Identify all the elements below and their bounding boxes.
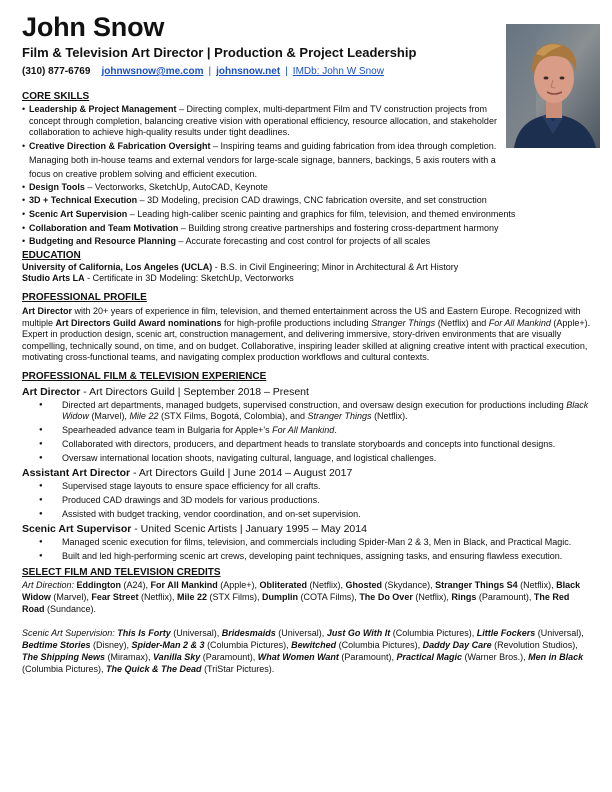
role-title: Assistant Art Director bbox=[22, 466, 131, 479]
resume-body bbox=[22, 90, 594, 675]
role-meta: - United Scenic Artists | January 1995 – May 2014 bbox=[131, 522, 367, 535]
role-title: Art Director bbox=[22, 385, 81, 398]
skill-title: 3D + Technical Execution bbox=[29, 195, 138, 206]
credit-studio: (Netflix), bbox=[517, 579, 557, 590]
skill-item bbox=[22, 195, 594, 207]
profile-text: (Apple+). bbox=[550, 317, 591, 328]
profile-section bbox=[22, 291, 594, 364]
credit-title: Bewitched bbox=[291, 639, 337, 650]
profile-paragraph: Expert in production design, scenic art, construction management, and delivering immersive, story-driven environments that are visually compelling, technically sound, on time, and on budget. Collaborative, inspiring leader skilled at aligning creative intent with practical execution, motivating cross-functional teams, and navigating complex production workflows and cultural contexts. bbox=[22, 329, 588, 363]
resume-name: John Snow bbox=[22, 12, 165, 42]
skill-title: Collaboration and Team Motivation bbox=[29, 222, 179, 233]
skill-text: – Building strong creative partnerships and fostering cross-department harmony bbox=[178, 222, 499, 233]
credit-title: Rings bbox=[451, 592, 477, 603]
credit-title: The Shipping News bbox=[22, 651, 106, 662]
credit-studio: (Paramount), bbox=[338, 651, 397, 662]
degree-detail: - Certificate in 3D Modeling: SketchUp, Vectorworks bbox=[84, 273, 294, 284]
skill-title: Budgeting and Resource Planning bbox=[29, 236, 177, 247]
profile-paragraph bbox=[22, 306, 594, 329]
role-title: Scenic Art Supervisor bbox=[22, 522, 132, 535]
credit-studio: (STX Films), bbox=[206, 592, 262, 603]
role-bullet: ● Managed scenic execution for films, television, and commercials including Spider-Man 2 & 3, Men in Black, and Practical Magic. bbox=[22, 537, 594, 548]
section-heading-profile: PROFESSIONAL PROFILE bbox=[22, 291, 147, 303]
skill-title: Leadership & Project Management bbox=[29, 104, 177, 114]
credit-title: Ghosted bbox=[345, 579, 383, 590]
role-bullet: ● Oversaw international location shoots, navigating cultural, language, and logistical challenges. bbox=[22, 453, 594, 464]
credit-title: The Quick & The Dead bbox=[106, 664, 202, 675]
credit-studio: (Apple+), bbox=[217, 579, 260, 590]
credits-label: Scenic Art Supervision: bbox=[22, 627, 115, 638]
credit-studio: (Miramax), bbox=[105, 651, 154, 662]
credit-title: This Is Forty bbox=[117, 627, 171, 638]
skill-text: – Leading high-caliber scenic painting and graphics for film, television, and themed environments bbox=[127, 208, 516, 219]
credit-title: Little Fockers bbox=[476, 627, 536, 638]
skill-item bbox=[22, 182, 594, 194]
core-skills-section bbox=[22, 90, 594, 248]
skill-title: Scenic Art Supervision bbox=[29, 208, 128, 219]
credit-studio: (TriStar Pictures). bbox=[201, 664, 275, 675]
skill-item bbox=[22, 104, 500, 139]
credit-title: For All Mankind bbox=[150, 579, 218, 590]
skill-item bbox=[22, 209, 594, 221]
credit-studio: (Paramount), bbox=[476, 592, 534, 603]
role-header bbox=[22, 523, 594, 536]
section-heading-experience: PROFESSIONAL FILM & TELEVISION EXPERIENCE bbox=[22, 370, 267, 382]
resume-tagline: Film & Television Art Director | Production & Project Leadership bbox=[22, 45, 417, 60]
role-bullet: ● Directed art departments, managed budgets, supervised construction, and oversaw design execution for productions including Black Widow (Marvel), Mile 22 (STX Films, Bogotá, Colombia), and Stranger Things (Netflix). bbox=[22, 400, 594, 422]
skill-title: Design Tools bbox=[29, 181, 85, 192]
role-meta: - Art Directors Guild | September 2018 – Present bbox=[80, 385, 309, 398]
role-meta: - Art Directors Guild | June 2014 – August 2017 bbox=[130, 466, 353, 479]
credit-studio: (Skydance), bbox=[382, 579, 436, 590]
credit-title: Mile 22 bbox=[176, 592, 207, 603]
profile-lead: Art Director bbox=[22, 305, 73, 316]
credit-title: Eddington bbox=[76, 579, 122, 590]
credit-title: Bedtime Stories bbox=[22, 639, 91, 650]
skills-list bbox=[22, 104, 594, 248]
credit-studio: (Paramount), bbox=[200, 651, 258, 662]
skill-text: – 3D Modeling, precision CAD drawings, CNC fabrication oversite, and set construction bbox=[137, 195, 487, 206]
credit-title: Bridesmaids bbox=[221, 627, 276, 638]
credit-title: Vanilla Sky bbox=[153, 651, 201, 662]
skill-item bbox=[22, 236, 594, 248]
credit-studio: (Columbia Pictures), bbox=[22, 664, 107, 675]
role-bullet: ● Produced CAD drawings and 3D models for various productions. bbox=[22, 495, 594, 506]
skill-title: Creative Direction & Fabrication Oversight bbox=[29, 141, 211, 152]
email-link[interactable]: johnwsnow@me.com bbox=[101, 66, 204, 77]
credit-studio: (Columbia Pictures), bbox=[204, 639, 292, 650]
skill-item bbox=[22, 139, 500, 181]
credit-title: Stranger Things S4 bbox=[435, 579, 518, 590]
profile-show: For All Mankind bbox=[488, 317, 551, 328]
credit-studio: (Columbia Pictures), bbox=[336, 639, 423, 650]
credit-title: Just Go With It bbox=[326, 627, 391, 638]
section-heading-core-skills: CORE SKILLS bbox=[22, 91, 90, 102]
credit-title: Black Widow bbox=[22, 579, 581, 603]
credit-title: What Women Want bbox=[257, 651, 339, 662]
credit-studio: (Universal), bbox=[170, 627, 222, 638]
phone-number: (310) 877-6769 bbox=[22, 66, 91, 77]
skill-text: – Inspiring teams and guiding fabrication from idea through completion. Managing both in-house teams and external vendors for large-scale signage, banners, backings, 5 axis routers with a focus on creative problem solving and efficient execution. bbox=[29, 141, 497, 180]
website-link[interactable]: johnsnow.net bbox=[216, 66, 281, 77]
role-bullets bbox=[22, 400, 594, 464]
role-bullet: ● Collaborated with directors, producers, and department heads to translate storyboards and concepts into functional designs. bbox=[22, 439, 594, 450]
school-name: University of California, Los Angeles (UCLA) bbox=[22, 261, 213, 272]
skill-text: – Accurate forecasting and cost control for projects of all scales bbox=[176, 236, 431, 247]
profile-show: Stranger Things bbox=[371, 317, 436, 328]
credit-studio: (Universal), bbox=[535, 627, 584, 638]
profile-text: for high-profile productions including bbox=[221, 317, 372, 328]
credit-studio: (Revolution Studios), bbox=[491, 639, 578, 650]
credit-title: Daddy Day Care bbox=[422, 639, 492, 650]
profile-text: with 20+ years of experience in film, television, and themed entertainment across the US and Eastern Europe. Recognized with multiple bbox=[22, 305, 581, 328]
profile-text: (Netflix) and bbox=[435, 317, 489, 328]
credit-studio: (Marvel), bbox=[50, 592, 92, 603]
credit-title: The Red Road bbox=[22, 592, 570, 615]
credit-title: Men in Black bbox=[528, 651, 584, 662]
credits-section bbox=[22, 566, 594, 675]
credit-title: Fear Street bbox=[91, 592, 139, 603]
profile-award: Art Directors Guild Award nominations bbox=[55, 317, 222, 328]
credits-label: Art Direction: bbox=[22, 579, 75, 590]
contact-line bbox=[22, 66, 384, 77]
school-name: Studio Arts LA bbox=[22, 273, 85, 284]
skill-text: – Directing complex, multi-department Film and TV construction projects from concept through completion, balancing creative vision with operational efficiency, resource allocation, and stakeholder collaboration to achieve high-quality results under tight deadlines. bbox=[29, 104, 497, 138]
credit-studio: (Netflix), bbox=[307, 579, 346, 590]
section-heading-credits: SELECT FILM AND TELEVISION CREDITS bbox=[22, 566, 221, 578]
role-bullet: ● Assisted with budget tracking, vendor coordination, and on-set supervision. bbox=[22, 509, 594, 520]
contact-separator: | bbox=[285, 66, 288, 77]
art-direction-credits bbox=[22, 579, 594, 616]
education-entry bbox=[22, 273, 594, 285]
role-header bbox=[22, 386, 594, 399]
credit-studio: (Sundance). bbox=[44, 604, 97, 615]
credit-title: The Do Over bbox=[359, 592, 413, 603]
role-bullets bbox=[22, 481, 594, 520]
credit-studio: (Warner Bros.), bbox=[461, 651, 529, 662]
credit-title: Spider-Man 2 & 3 bbox=[131, 639, 205, 650]
education-entry bbox=[22, 262, 594, 274]
credit-studio: (Universal), bbox=[275, 627, 327, 638]
credit-studio: (A24), bbox=[121, 579, 151, 590]
scenic-art-credits bbox=[22, 627, 594, 676]
role-bullets bbox=[22, 537, 594, 562]
role-bullet: ● Built and led high-performing scenic art crews, developing paint techniques, assigning tasks, and ensuring flawless execution. bbox=[22, 551, 594, 562]
credit-title: Dumplin bbox=[261, 592, 298, 603]
education-section bbox=[22, 249, 594, 285]
section-heading-education: EDUCATION bbox=[22, 249, 81, 261]
credit-studio: (Netflix), bbox=[138, 592, 177, 603]
role-bullet: ● Supervised stage layouts to ensure space efficiency for all crafts. bbox=[22, 481, 594, 492]
experience-section bbox=[22, 370, 594, 562]
role-bullet: ● Spearheaded advance team in Bulgaria for Apple+'s For All Mankind. bbox=[22, 425, 594, 436]
degree-detail: - B.S. in Civil Engineering; Minor in Architectural & Art History bbox=[212, 261, 459, 272]
credit-title: Practical Magic bbox=[396, 651, 462, 662]
credit-studio: (Netflix), bbox=[412, 592, 452, 603]
credit-studio: (Columbia Pictures), bbox=[390, 627, 477, 638]
role-header bbox=[22, 467, 594, 480]
credit-studio: (COTA Films), bbox=[297, 592, 360, 603]
contact-separator: | bbox=[208, 66, 212, 77]
skill-text: – Vectorworks, SketchUp, AutoCAD, Keynote bbox=[84, 181, 268, 192]
imdb-link[interactable]: IMDb: John W Snow bbox=[292, 66, 384, 77]
skill-item bbox=[22, 223, 594, 235]
credit-studio: (Disney), bbox=[90, 639, 132, 650]
credit-title: Obliterated bbox=[259, 579, 308, 590]
